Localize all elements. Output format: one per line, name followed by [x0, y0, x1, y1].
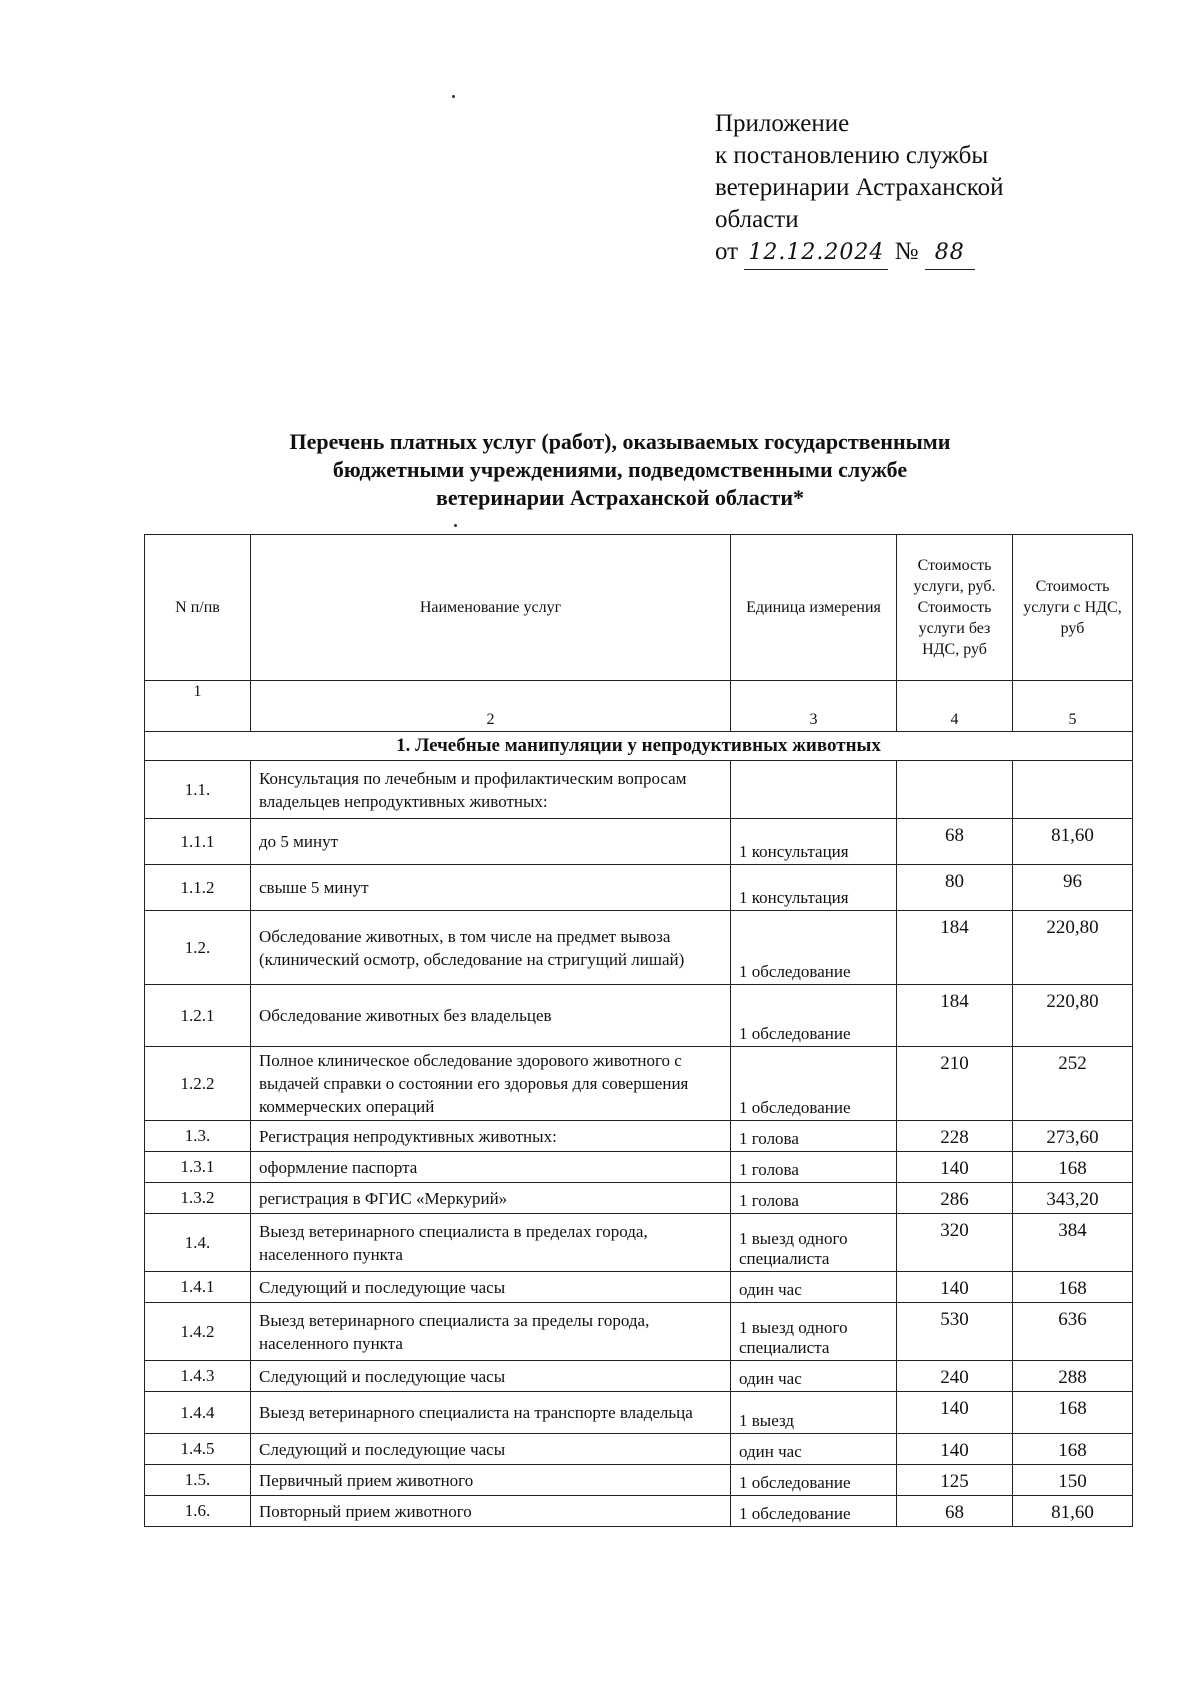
- table-row: [145, 1361, 1133, 1392]
- unit-of-measure: 1 обследование: [731, 1047, 897, 1121]
- price-with-vat: 220,80: [1013, 911, 1133, 985]
- unit-of-measure: [731, 761, 897, 819]
- unit-of-measure: 1 голова: [731, 1183, 897, 1214]
- price-with-vat: 168: [1013, 1152, 1133, 1183]
- price-with-vat: [1013, 761, 1133, 819]
- price-without-vat: 228: [897, 1121, 1013, 1152]
- price-with-vat: 252: [1013, 1047, 1133, 1121]
- header-num: N п/пв: [145, 535, 251, 681]
- unit-of-measure: 1 обследование: [731, 911, 897, 985]
- table-row: [145, 911, 1133, 985]
- table-row: [145, 985, 1133, 1047]
- table-row: [145, 1214, 1133, 1272]
- handwritten-date: 12.12.2024: [744, 237, 888, 270]
- handwritten-number: 88: [925, 237, 975, 270]
- row-number: 1.2.2: [145, 1047, 251, 1121]
- price-without-vat: 125: [897, 1465, 1013, 1496]
- column-index: 2: [251, 681, 731, 732]
- table-row: [145, 1303, 1133, 1361]
- header-vat: Стоимость услуги с НДС, руб: [1013, 535, 1133, 681]
- service-name: оформление паспорта: [251, 1152, 731, 1183]
- column-index: 5: [1013, 681, 1133, 732]
- service-name: Консультация по лечебным и профилактическим вопросам владельцев непродуктивных животных:: [251, 761, 731, 819]
- title-line: бюджетными учреждениями, подведомственными службе: [332, 457, 908, 482]
- table-row: [145, 1465, 1133, 1496]
- table-row: [145, 1434, 1133, 1465]
- price-with-vat: 168: [1013, 1272, 1133, 1303]
- service-name: Регистрация непродуктивных животных:: [251, 1121, 731, 1152]
- column-index: 4: [897, 681, 1013, 732]
- table-row: [145, 1121, 1133, 1152]
- table-row: [145, 1183, 1133, 1214]
- scan-speck: [454, 524, 457, 527]
- price-with-vat: 81,60: [1013, 819, 1133, 865]
- price-with-vat: 168: [1013, 1392, 1133, 1434]
- service-name: Выезд ветеринарного специалиста на транспорте владельца: [251, 1392, 731, 1434]
- row-number: 1.3.2: [145, 1183, 251, 1214]
- table-row: [145, 761, 1133, 819]
- row-number: 1.2.1: [145, 985, 251, 1047]
- unit-of-measure: 1 голова: [731, 1121, 897, 1152]
- price-with-vat: 288: [1013, 1361, 1133, 1392]
- table-header-row: [145, 535, 1133, 681]
- price-without-vat: 286: [897, 1183, 1013, 1214]
- price-with-vat: 220,80: [1013, 985, 1133, 1047]
- column-index: 1: [145, 681, 251, 732]
- row-number: 1.1.1: [145, 819, 251, 865]
- service-name: Выезд ветеринарного специалиста в пределах города, населенного пункта: [251, 1214, 731, 1272]
- price-without-vat: 80: [897, 865, 1013, 911]
- header-price: Стоимость услуги, руб. Стоимость услуги без НДС, руб: [897, 535, 1013, 681]
- unit-of-measure: 1 голова: [731, 1152, 897, 1183]
- row-number: 1.4.5: [145, 1434, 251, 1465]
- price-without-vat: 140: [897, 1152, 1013, 1183]
- price-without-vat: [897, 761, 1013, 819]
- appendix-line: ветеринарии Астраханской: [715, 174, 1004, 201]
- unit-of-measure: один час: [731, 1272, 897, 1303]
- column-index-row: [145, 681, 1133, 732]
- appendix-block: [715, 108, 1004, 270]
- price-without-vat: 68: [897, 819, 1013, 865]
- column-index: 3: [731, 681, 897, 732]
- price-with-vat: 150: [1013, 1465, 1133, 1496]
- price-with-vat: 81,60: [1013, 1496, 1133, 1527]
- row-number: 1.4.2: [145, 1303, 251, 1361]
- row-number: 1.4.1: [145, 1272, 251, 1303]
- price-without-vat: 184: [897, 911, 1013, 985]
- unit-of-measure: 1 консультация: [731, 819, 897, 865]
- title-line: ветеринарии Астраханской области*: [435, 485, 805, 510]
- service-name: Полное клиническое обследование здорового животного с выдачей справки о состоянии его здоровья для совершения коммерческих операций: [251, 1047, 731, 1121]
- unit-of-measure: 1 обследование: [731, 1496, 897, 1527]
- appendix-date-line: [715, 236, 1004, 270]
- price-with-vat: 636: [1013, 1303, 1133, 1361]
- services-table: [144, 534, 1133, 1527]
- service-name: свыше 5 минут: [251, 865, 731, 911]
- price-with-vat: 384: [1013, 1214, 1133, 1272]
- unit-of-measure: 1 выезд одного специалиста: [731, 1303, 897, 1361]
- appendix-line: области: [715, 206, 799, 233]
- price-without-vat: 140: [897, 1272, 1013, 1303]
- price-without-vat: 184: [897, 985, 1013, 1047]
- table-row: [145, 819, 1133, 865]
- row-number: 1.4.3: [145, 1361, 251, 1392]
- price-without-vat: 240: [897, 1361, 1013, 1392]
- service-name: до 5 минут: [251, 819, 731, 865]
- unit-of-measure: 1 консультация: [731, 865, 897, 911]
- row-number: 1.1.: [145, 761, 251, 819]
- price-with-vat: 273,60: [1013, 1121, 1133, 1152]
- price-with-vat: 168: [1013, 1434, 1133, 1465]
- row-number: 1.5.: [145, 1465, 251, 1496]
- row-number: 1.3.1: [145, 1152, 251, 1183]
- service-name: Повторный прием животного: [251, 1496, 731, 1527]
- table-row: [145, 1047, 1133, 1121]
- service-name: Следующий и последующие часы: [251, 1272, 731, 1303]
- service-name: Следующий и последующие часы: [251, 1434, 731, 1465]
- row-number: 1.6.: [145, 1496, 251, 1527]
- number-label: №: [894, 238, 919, 265]
- row-number: 1.2.: [145, 911, 251, 985]
- scan-speck: [452, 95, 455, 98]
- price-without-vat: 210: [897, 1047, 1013, 1121]
- title-line: Перечень платных услуг (работ), оказываемых государственными: [289, 429, 951, 454]
- table-row: [145, 1392, 1133, 1434]
- service-name: Обследование животных, в том числе на предмет вывоза (клинический осмотр, обследование на стригущий лишай): [251, 911, 731, 985]
- header-name: Наименование услуг: [251, 535, 731, 681]
- row-number: 1.4.4: [145, 1392, 251, 1434]
- table-row: [145, 1272, 1133, 1303]
- appendix-line: Приложение: [715, 110, 850, 137]
- unit-of-measure: один час: [731, 1434, 897, 1465]
- document-title: [190, 428, 1050, 512]
- price-without-vat: 140: [897, 1434, 1013, 1465]
- price-without-vat: 140: [897, 1392, 1013, 1434]
- table-row: [145, 1152, 1133, 1183]
- header-unit: Единица измерения: [731, 535, 897, 681]
- service-name: Следующий и последующие часы: [251, 1361, 731, 1392]
- service-name: регистрация в ФГИС «Меркурий»: [251, 1183, 731, 1214]
- section-title: 1. Лечебные манипуляции у непродуктивных животных: [145, 732, 1133, 761]
- price-without-vat: 530: [897, 1303, 1013, 1361]
- from-label: от: [715, 238, 739, 265]
- price-without-vat: 320: [897, 1214, 1013, 1272]
- price-with-vat: 343,20: [1013, 1183, 1133, 1214]
- unit-of-measure: 1 выезд: [731, 1392, 897, 1434]
- row-number: 1.3.: [145, 1121, 251, 1152]
- section-row: [145, 732, 1133, 761]
- table-row: [145, 1496, 1133, 1527]
- unit-of-measure: 1 обследование: [731, 985, 897, 1047]
- unit-of-measure: 1 выезд одного специалиста: [731, 1214, 897, 1272]
- table-row: [145, 865, 1133, 911]
- price-with-vat: 96: [1013, 865, 1133, 911]
- unit-of-measure: один час: [731, 1361, 897, 1392]
- unit-of-measure: 1 обследование: [731, 1465, 897, 1496]
- row-number: 1.4.: [145, 1214, 251, 1272]
- appendix-line: к постановлению службы: [715, 142, 989, 169]
- service-name: Обследование животных без владельцев: [251, 985, 731, 1047]
- service-name: Первичный прием животного: [251, 1465, 731, 1496]
- service-name: Выезд ветеринарного специалиста за пределы города, населенного пункта: [251, 1303, 731, 1361]
- row-number: 1.1.2: [145, 865, 251, 911]
- price-without-vat: 68: [897, 1496, 1013, 1527]
